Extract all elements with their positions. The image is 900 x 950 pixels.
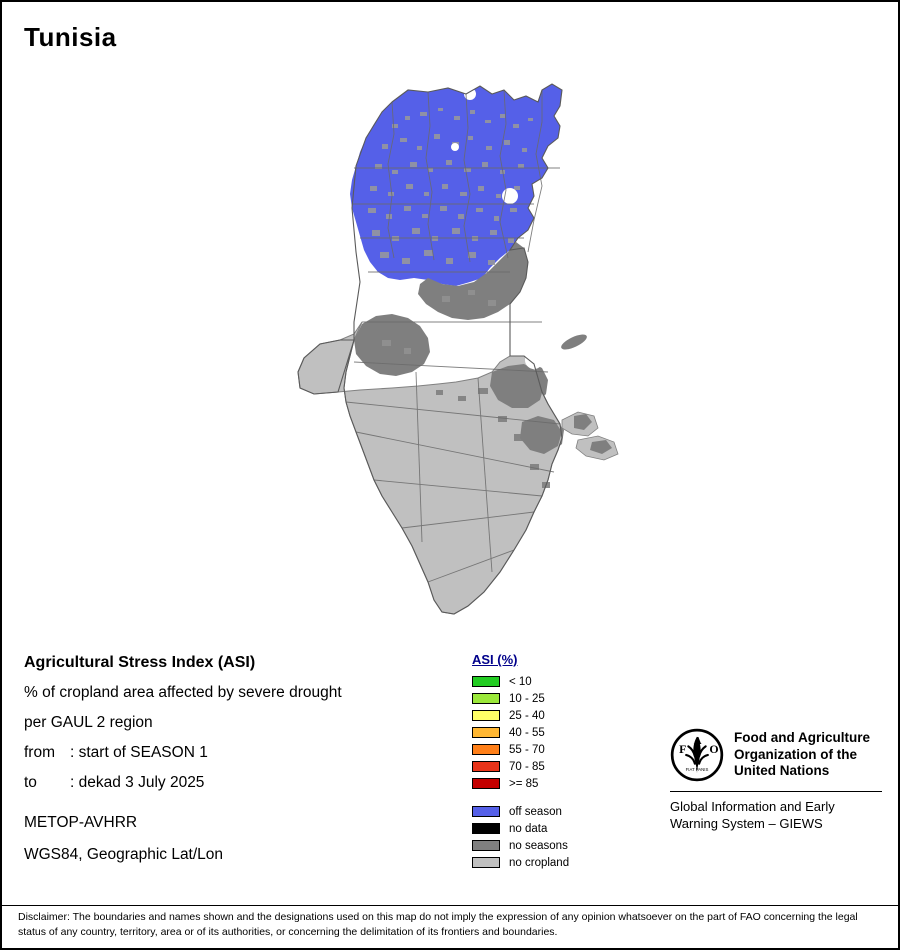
svg-text:F: F — [679, 741, 687, 756]
tunisia-map-svg[interactable] — [242, 72, 662, 632]
legend-label: no seasons — [509, 839, 568, 852]
info-heading: Agricultural Stress Index (ASI) — [24, 654, 256, 671]
info-from-row — [24, 744, 444, 762]
map-region-off-season — [350, 84, 562, 286]
legend-swatch — [472, 778, 500, 789]
fao-header — [670, 728, 882, 782]
fao-logo-icon — [670, 728, 724, 782]
svg-text:FIAT PANIS: FIAT PANIS — [685, 767, 709, 773]
page-title: Tunisia — [24, 22, 117, 52]
legend-label: no cropland — [509, 856, 570, 869]
legend-label: no data — [509, 822, 548, 835]
fao-org-line-2: Organization of the — [734, 746, 857, 762]
fao-org-line-3: United Nations — [734, 763, 830, 779]
legend-item — [472, 707, 672, 724]
fao-system-line-1: Global Information and Early — [670, 799, 835, 814]
legend-swatch — [472, 806, 500, 817]
fao-system-line-2: Warning System – GIEWS — [670, 815, 823, 831]
fao-organization-name — [734, 730, 870, 779]
legend-item-extra — [472, 837, 672, 854]
disclaimer-divider — [2, 905, 898, 906]
legend-swatch — [472, 857, 500, 868]
legend-label: 40 - 55 — [509, 726, 545, 739]
info-sensor-block — [24, 814, 444, 864]
legend-label: 55 - 70 — [509, 743, 545, 756]
legend-swatch — [472, 727, 500, 738]
legend-label: 10 - 25 — [509, 692, 545, 705]
fao-divider — [670, 791, 882, 792]
legend-title: ASI (%) — [472, 652, 518, 667]
legend-item — [472, 775, 672, 792]
info-from-key: from — [24, 744, 55, 761]
legend-item — [472, 724, 672, 741]
legend-label: off season — [509, 805, 562, 818]
info-from-value: : start of SEASON 1 — [70, 744, 208, 761]
info-sensor: METOP-AVHRR — [24, 814, 138, 831]
fao-org-line-1: Food and Agriculture — [734, 730, 870, 746]
info-unit: per GAUL 2 region — [24, 714, 153, 731]
info-projection: WGS84, Geographic Lat/Lon — [24, 846, 224, 863]
svg-text:A: A — [693, 735, 702, 748]
legend-swatch — [472, 761, 500, 772]
legend — [472, 652, 672, 871]
info-to-key: to — [24, 774, 37, 791]
legend-swatch — [472, 840, 500, 851]
map-islands — [559, 332, 618, 460]
legend-label: >= 85 — [509, 777, 539, 790]
info-to-row — [24, 774, 444, 792]
map-info-block — [24, 654, 444, 878]
legend-item-extra — [472, 854, 672, 871]
map-canvas[interactable] — [242, 72, 662, 632]
legend-swatch — [472, 823, 500, 834]
legend-swatch — [472, 693, 500, 704]
fao-branding-block — [670, 728, 882, 833]
info-subtitle: % of cropland area affected by severe drought — [24, 684, 342, 701]
legend-item-extra — [472, 803, 672, 820]
legend-spacer — [472, 792, 672, 803]
legend-swatch — [472, 710, 500, 721]
legend-swatch — [472, 676, 500, 687]
legend-item — [472, 690, 672, 707]
legend-swatch — [472, 744, 500, 755]
svg-text:O: O — [709, 741, 719, 756]
legend-label: 25 - 40 — [509, 709, 545, 722]
legend-label: < 10 — [509, 675, 532, 688]
legend-item-extra — [472, 820, 672, 837]
fao-system-name — [670, 799, 882, 833]
disclaimer-text: Disclaimer: The boundaries and names shown and the designations used on this map do not imply the expression of any opinion whatsoever on the part of FAO concerning the legal status of any country, territory, area or of its authorities, or concerning the delimitation of its frontiers and boundaries. — [18, 911, 858, 939]
legend-item — [472, 758, 672, 775]
info-to-value: : dekad 3 July 2025 — [70, 774, 205, 791]
legend-label: 70 - 85 — [509, 760, 545, 773]
legend-item — [472, 741, 672, 758]
legend-item — [472, 673, 672, 690]
